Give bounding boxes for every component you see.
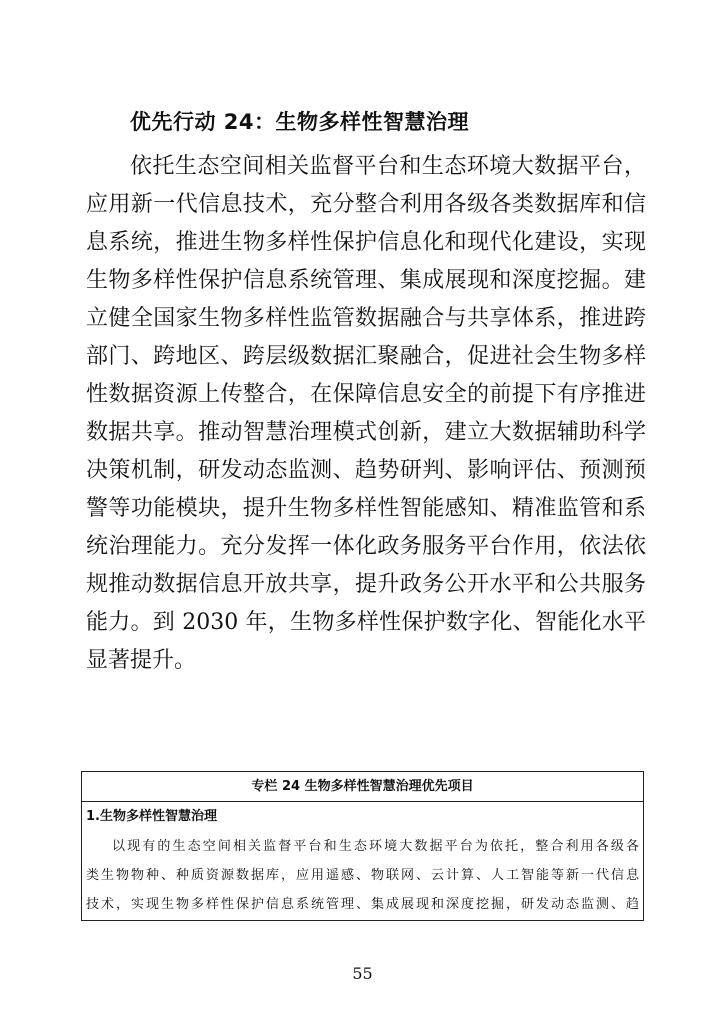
paragraph-line: 生物多样性保护信息系统管理、集成展现和深度挖掘。建 <box>86 268 646 293</box>
paragraph-line: 部门、跨地区、跨层级数据汇聚融合，促进社会生物多样 <box>86 344 646 369</box>
paragraph-line: 能力。到 2030 年，生物多样性保护数字化、智能化水平 <box>86 610 646 635</box>
section-heading: 优先行动 24：生物多样性智慧治理 <box>130 110 470 134</box>
paragraph-line: 息系统，推进生物多样性保护信息化和现代化建设，实现 <box>86 230 646 255</box>
box-subtitle: 1.生物多样性智慧治理 <box>86 809 217 824</box>
box-line: 类生物物种、种质资源数据库，应用遥感、物联网、云计算、人工智能等新一代信息 <box>86 868 639 883</box>
box-title: 专栏 24 生物多样性智慧治理优先项目 <box>82 772 643 802</box>
paragraph-line: 警等功能模块，提升生物多样性智能感知、精准监管和系 <box>86 496 646 521</box>
paragraph-line: 立健全国家生物多样性监管数据融合与共享体系，推进跨 <box>86 306 646 331</box>
paragraph-line: 应用新一代信息技术，充分整合利用各级各类数据库和信 <box>86 192 646 217</box>
priority-project-box <box>81 771 644 921</box>
paragraph-line: 规推动数据信息开放共享，提升政务公开水平和公共服务 <box>86 572 646 597</box>
box-line: 以现有的生态空间相关监督平台和生态环境大数据平台为依托，整合利用各级各 <box>112 839 639 854</box>
paragraph-line: 显著提升。 <box>86 648 197 673</box>
paragraph-line: 决策机制，研发动态监测、趋势研判、影响评估、预测预 <box>86 458 646 483</box>
box-line: 技术，实现生物多样性保护信息系统管理、集成展现和深度挖掘，研发动态监测、趋 <box>86 897 639 912</box>
paragraph-line: 统治理能力。充分发挥一体化政务服务平台作用，依法依 <box>86 534 646 559</box>
page-number: 55 <box>352 964 373 983</box>
box-content <box>82 832 643 919</box>
paragraph-line: 数据共享。推动智慧治理模式创新，建立大数据辅助科学 <box>86 420 646 445</box>
paragraph-line: 性数据资源上传整合，在保障信息安全的前提下有序推进 <box>86 382 646 407</box>
paragraph-line: 依托生态空间相关监督平台和生态环境大数据平台， <box>130 154 646 179</box>
body-paragraph <box>86 148 646 680</box>
